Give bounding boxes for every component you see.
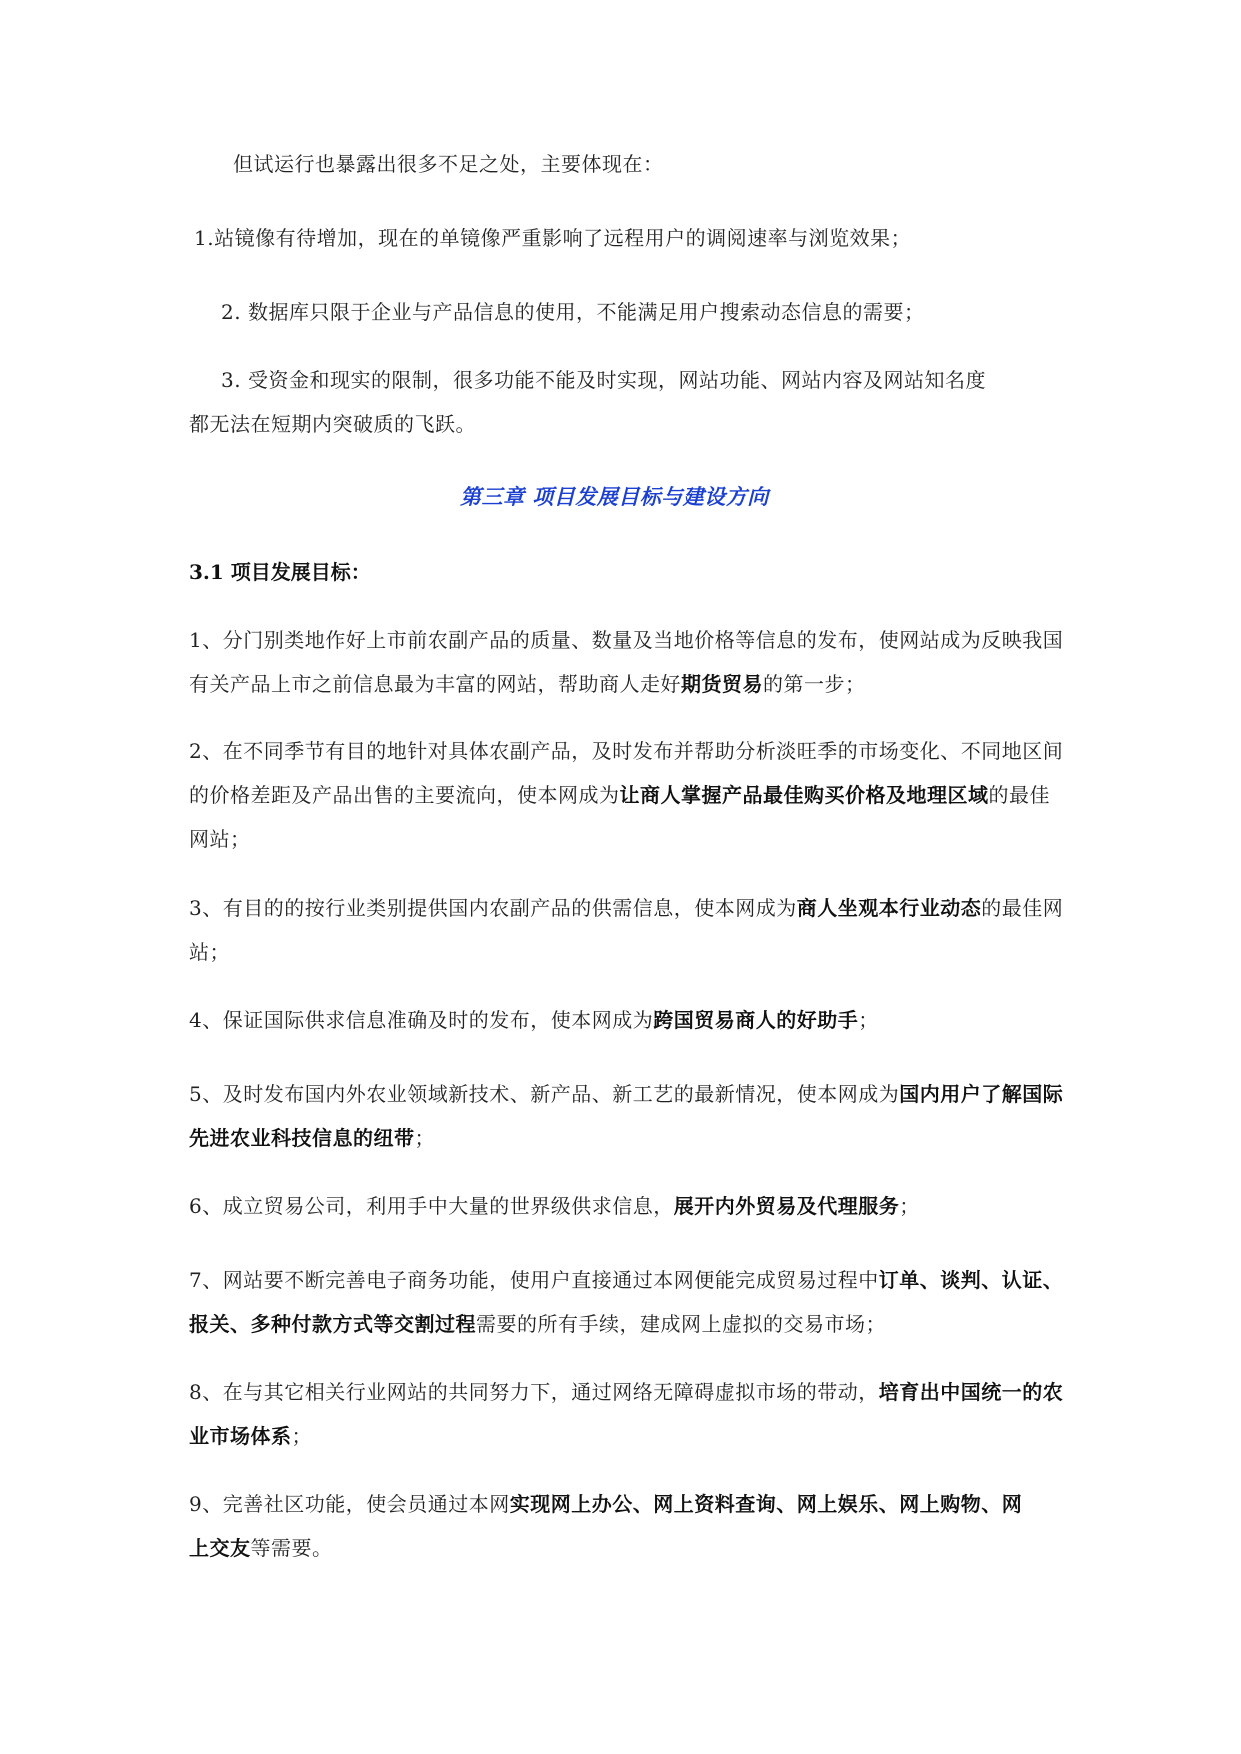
goal-5-tail: ； [414,1126,435,1150]
goal-1-emphasis: 期货贸易 [681,672,763,696]
goal-7 [189,1258,1069,1346]
goal-7-text: 7、网站要不断完善电子商务功能，使用户直接通过本网便能完成贸易过程中 [189,1268,879,1292]
goal-3-emphasis: 商人坐观本行业动态 [796,896,982,920]
goal-6-tail: ； [899,1194,920,1218]
goal-2 [189,729,1069,861]
goal-6 [189,1184,1069,1228]
goal-9-tail: 等需要。 [250,1536,333,1560]
goal-7-tail: 需要的所有手续，建成网上虚拟的交易市场； [476,1312,886,1336]
issue-3: 3. 受资金和现实的限制，很多功能不能及时实现，网站功能、网站内容及网站知名度 [221,368,986,392]
goal-4-emphasis: 跨国贸易商人的好助手 [653,1008,859,1032]
goal-5-emphasis: 国内用户了解国际先进农业科技信息的纽带 [189,1082,1064,1150]
goal-9 [189,1482,1029,1570]
goal-4 [189,998,1069,1042]
goal-2-emphasis: 让商人掌握产品最佳购买价格及地理区域 [619,783,989,807]
section-title: 3.1 项目发展目标： [189,560,371,584]
goal-8-tail: ； [291,1424,312,1448]
goal-3-text: 3、有目的的按行业类别提供国内农副产品的供需信息，使本网成为 [189,896,797,920]
issue-2: 2. 数据库只限于企业与产品信息的使用，不能满足用户搜索动态信息的需要； [221,300,925,324]
goal-2-text: 2、在不同季节有目的地针对具体农副产品，及时发布并帮助分析淡旺季的市场变化、不同地区间的价格差距及产品出售的主要流向，使本网成为 [189,739,1064,807]
goal-4-text: 4、保证国际供求信息准确及时的发布，使本网成为 [189,1008,654,1032]
goal-5 [189,1072,1069,1160]
goal-8-text: 8、在与其它相关行业网站的共同努力下，通过网络无障碍虚拟市场的带动， [189,1380,879,1404]
goal-5-text: 5、及时发布国内外农业领域新技术、新产品、新工艺的最新情况，使本网成为 [189,1082,900,1106]
goal-6-emphasis: 展开内外贸易及代理服务 [673,1194,900,1218]
issue-3-continued: 都无法在短期内突破质的飞跃。 [189,412,476,436]
goal-8-emphasis: 培育出中国统一的农业市场体系 [189,1380,1064,1448]
goal-3 [189,886,1069,974]
goal-4-tail: ； [858,1008,879,1032]
chapter-title: 第三章 项目发展目标与建设方向 [460,484,769,509]
goal-8 [189,1370,1069,1458]
goal-1 [189,618,1069,706]
goal-9-emphasis: 实现网上办公、网上资料查询、网上娱乐、网上购物、网上交友 [189,1492,1023,1560]
goal-3-tail: 的最佳网站； [189,896,1064,964]
goal-9-text: 9、完善社区功能，使会员通过本网 [189,1492,510,1516]
goal-2-tail: 的最佳网站； [189,783,1050,851]
goal-1-text: 1、分门别类地作好上市前农副产品的质量、数量及当地价格等信息的发布，使网站成为反映我国有关产品上市之前信息最为丰富的网站，帮助商人走好 [189,628,1064,696]
issue-1: 1.站镜像有待增加，现在的单镜像严重影响了远程用户的调阅速率与浏览效果； [194,226,912,250]
intro-lead: 但试运行也暴露出很多不足之处，主要体现在： [233,152,664,176]
goal-1-tail: 的第一步； [763,672,866,696]
goal-6-text: 6、成立贸易公司，利用手中大量的世界级供求信息， [189,1194,674,1218]
goal-7-emphasis: 订单、谈判、认证、报关、多种付款方式等交割过程 [189,1268,1064,1336]
